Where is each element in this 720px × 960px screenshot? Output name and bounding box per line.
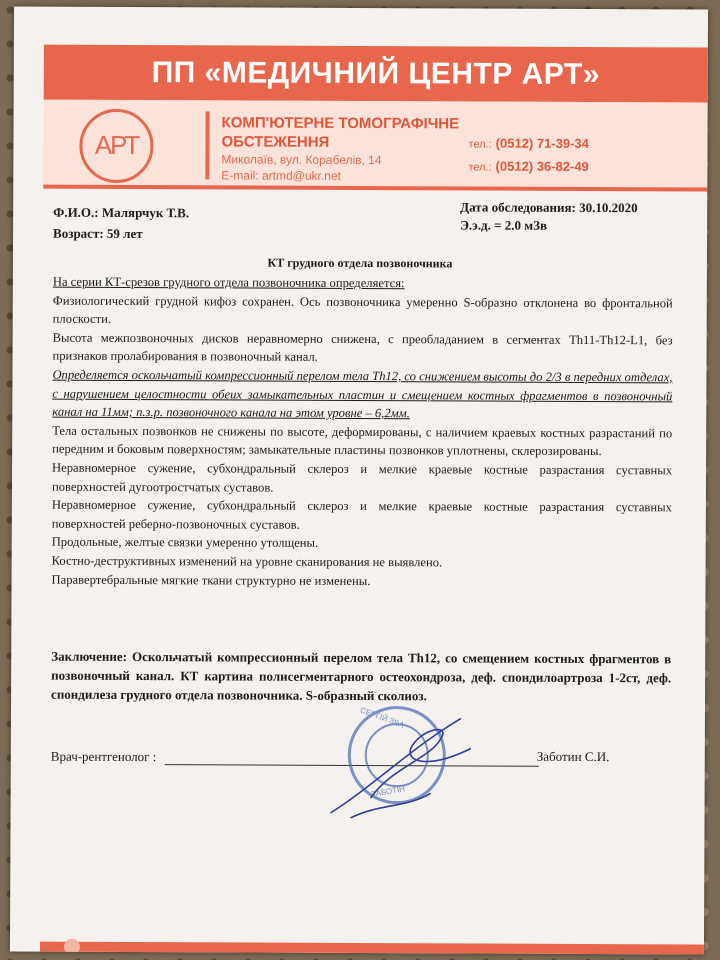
finding-paragraph: Тела остальных позвонков не снижены по высоте, деформированы, с наличием краевых костных разрастаний по передним и боковым поверхностям; замыкательные пластины позвонков уплотнены, склерозированы. bbox=[52, 423, 673, 459]
finding-fracture: Определяется оскольчатый компрессионный перелом тела Th12, со снижением высоты до 2/3 в передних отделах, с нарушением целостности обеих замыкательных пластин и смещением костных фрагментов в позвоночный канал на 11мм; п.з.р. позвоночного канала на этом уровне – 6,2мм. bbox=[52, 367, 673, 421]
exam-title: КТ грудного отдела позвоночника bbox=[267, 255, 453, 271]
finding-paragraph: Продольные, желтые связки умеренно утолщены. bbox=[51, 534, 319, 551]
doctor-label: Врач-рентгенолог : bbox=[50, 748, 157, 765]
phone-number: (0512) 36-82-49 bbox=[495, 158, 589, 174]
footer-rule bbox=[40, 942, 704, 955]
phone-2 bbox=[468, 158, 589, 174]
finding-paragraph: Физиологический грудной кифоз сохранен. Ось позвоночника умеренно S-образно отклонена во фронтальной плоскости. bbox=[52, 293, 673, 327]
finding-paragraph: Неравномерное сужение, субхондральный склероз и мелкие краевые костные разрастания суставных поверхностей дугоотростчатых суставов. bbox=[51, 460, 673, 495]
phone-number: (0512) 71-39-34 bbox=[495, 135, 589, 151]
letterhead-banner bbox=[44, 45, 708, 103]
patient-name: Ф.И.О.: Малярчук Т.В. bbox=[53, 204, 190, 221]
phone-label: тел.: bbox=[468, 161, 492, 174]
organization-name: ПП «МЕДИЧНИЙ ЦЕНТР АРТ» bbox=[151, 55, 601, 91]
phone-1 bbox=[468, 135, 589, 151]
findings-intro: На серии КТ-срезов грудного отдела позвоночника определяется: bbox=[52, 274, 405, 291]
finding-paragraph: Высота межпозвоночных дисков неравномерно снижена, с преобладанием в сегментах Th11-Th12-L1, без признаков пролабирования в позвоночный канал. bbox=[52, 330, 673, 365]
service-title: КОМП'ЮТЕРНЕ ТОМОГРАФІЧНЕ ОБСТЕЖЕННЯ bbox=[221, 114, 460, 151]
finding-paragraph: Неравномерное сужение, субхондральный склероз и мелкие краевые костные разрастания суставных поверхностей реберно-позвоночных суставов. bbox=[51, 497, 672, 532]
exam-date: Дата обследования: 30.10.2020 bbox=[460, 199, 638, 216]
stamp-text: ЗАБОТІН bbox=[370, 784, 406, 799]
footer-mark bbox=[64, 939, 80, 955]
phone-label: тел.: bbox=[468, 138, 492, 151]
effective-dose: Э.э.д. = 2.0 мЗв bbox=[460, 217, 548, 233]
logo-text: АРТ bbox=[94, 129, 139, 161]
stamp-text: СЕРГІЙ ЗВА bbox=[358, 705, 406, 730]
patient-age: Возраст: 59 лет bbox=[53, 225, 143, 242]
handwritten-signature bbox=[310, 708, 491, 829]
finding-paragraph: Паравертебральные мягкие ткани структурно не изменены. bbox=[51, 572, 371, 588]
conclusion: Заключение: Оскольчатый компрессионный перелом тела Th12, со смещением костных фрагментов в позвоночный канал. КТ картина полисегментарного остеохондроза, деф. спондилоартроза 1-2ст, деф. спондилеза грудного отдела позвоночника. S-образный сколиоз. bbox=[51, 648, 672, 704]
letterhead-divider bbox=[205, 111, 209, 179]
clinic-address: Миколаїв, вул. Корабелів, 14 bbox=[221, 152, 382, 168]
finding-paragraph: Костно-деструктивных изменений на уровне сканирования не выявлено. bbox=[51, 553, 443, 570]
doctor-name: Заботин С.И. bbox=[536, 748, 610, 765]
document-page bbox=[10, 6, 708, 954]
clinic-logo bbox=[79, 109, 153, 183]
findings-text bbox=[52, 273, 673, 592]
clinic-email: E-mail: artmd@ukr.net bbox=[221, 168, 341, 183]
